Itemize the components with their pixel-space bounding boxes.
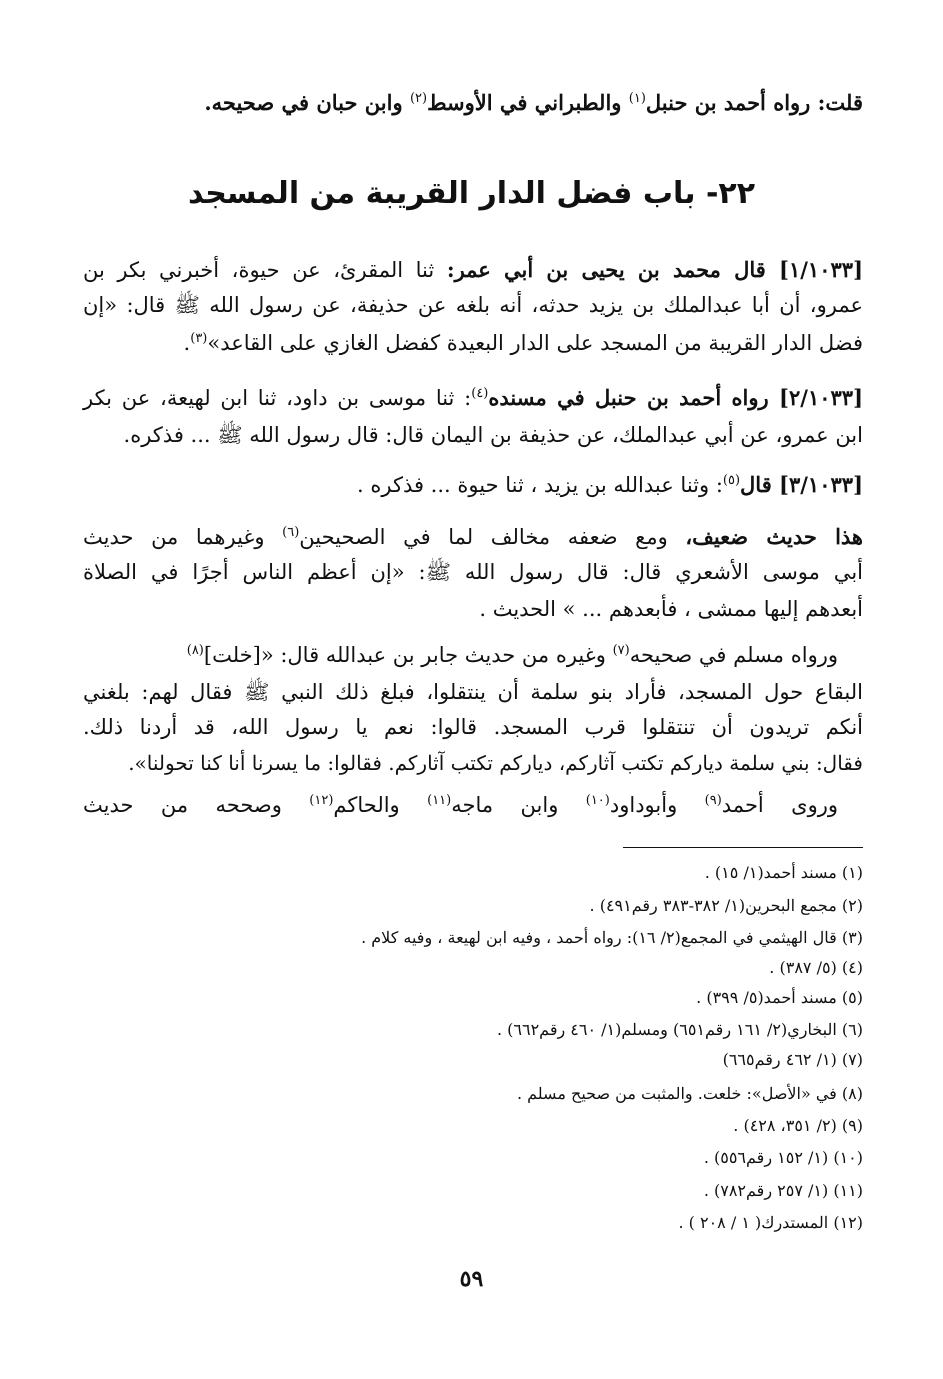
footnote-ref: (١١) — [427, 793, 452, 808]
footnote-5: (٥) مسند أحمد(٥/ ٣٩٩) . — [696, 988, 863, 1007]
footnote-7: (٧) (١/ ٤٦٢ رقم٦٦٥) — [722, 1050, 863, 1069]
header-text-a: قلت: رواه أحمد بن حنبل — [645, 90, 863, 115]
paragraph-2-line-1 — [83, 383, 863, 413]
footnote-ref: (٣) — [190, 331, 208, 346]
header-text-c: وابن حبان في صحيحه. — [204, 90, 410, 115]
footnote-ref: (٤) — [471, 386, 489, 401]
paragraph-1-line-3 — [83, 328, 863, 358]
ruling-bold: هذا حديث ضعيف، — [685, 524, 864, 549]
footnote-ref: (١٢) — [309, 793, 334, 808]
footnote-12: (١٢) المستدرك( ١ / ٢٠٨ ) . — [678, 1213, 863, 1232]
footnote-ref: (٧) — [612, 643, 630, 658]
footnote-1: (١) مسند أحمد(١/ ١٥) . — [704, 863, 863, 882]
footnote-separator — [623, 847, 863, 848]
text: وأبوداود — [609, 793, 705, 817]
chapter-heading: ٢٢- باب فضل الدار القريبة من المسجد — [187, 176, 756, 211]
footnote-9: (٩) (٢/ ٣٥١، ٤٢٨) . — [733, 1116, 863, 1135]
narrator-bold: قال — [740, 472, 772, 497]
text: : ثنا موسى بن داود، ثنا ابن لهيعة، عن بكر — [83, 386, 472, 410]
text: ورواه مسلم في صحيحه — [629, 643, 838, 667]
footnote-ref: (٩) — [704, 793, 722, 808]
footnote-6: (٦) البخاري(٢/ ١٦١ رقم٦٥١) ومسلم(١/ ٤٦٠ رقم٦٦٢) . — [496, 1020, 863, 1039]
text: . — [183, 331, 191, 355]
footnote-2: (٢) مجمع البحرين(١/ ٣٨٢-٣٨٣ رقم٤٩١) . — [589, 896, 863, 915]
paragraph-5-line-4: فقال: بني سلمة دياركم تكتب آثاركم، دياركم تكتب آثاركم. فقالوا: ما يسرنا أنا كنا تحولنا». — [128, 751, 863, 775]
footnote-ref: (٦) — [282, 525, 300, 540]
footnote-3: (٣) قال الهيثمي في المجمع(٢/ ١٦): رواه أحمد ، وفيه ابن لهيعة ، وفيه كلام . — [361, 928, 863, 947]
paragraph-2-line-2: ابن عمرو، عن أبي عبدالملك، عن حذيفة بن اليمان قال: قال رسول الله ﷺ ... فذكره. — [123, 423, 863, 447]
hadith-number: [١/١٠٣٣] — [765, 257, 863, 282]
narrator-bold: رواه أحمد بن حنبل في مسنده — [488, 385, 769, 410]
footnote-8: (٨) في «الأصل»: خلعت. والمثبت من صحيح مسلم . — [516, 1084, 863, 1103]
text: وروى أحمد — [721, 793, 839, 817]
text: : وثنا عبدالله بن يزيد ، ثنا حيوة ... فذكره . — [357, 473, 723, 497]
header-line — [83, 88, 863, 118]
text: والحاكم — [333, 793, 428, 817]
paragraph-1-line-1 — [83, 255, 863, 285]
text: ومع ضعفه مخالف لما في الصحيحين — [299, 525, 686, 549]
paragraph-4-line-2: أبي موسى الأشعري قال: قال رسول الله ﷺ: «إن أعظم الناس أجرًا في الصلاة — [83, 560, 863, 584]
footnote-10: (١٠) (١/ ١٥٢ رقم٥٥٦) . — [703, 1148, 863, 1167]
page-number: ٥٩ — [459, 1266, 484, 1292]
paragraph-4-line-1 — [83, 522, 863, 552]
paragraph-6-line-1 — [83, 790, 838, 820]
text: وغيرهما من حديث — [83, 525, 283, 549]
footnote-ref: (٨) — [186, 643, 204, 658]
footnote-ref: (١٠) — [585, 793, 610, 808]
paragraph-1-line-2: عمرو، أن أبا عبدالملك بن يزيد حدثه، أنه بلغه عن حذيفة، عن رسول الله ﷺ قال: «إن — [83, 293, 863, 317]
paragraph-5-line-2: البقاع حول المسجد، فأراد بنو سلمة أن ينتقلوا، فبلغ ذلك النبي ﷺ فقال لهم: بلغني — [83, 680, 863, 704]
hadith-number: [٣/١٠٣٣] — [771, 472, 863, 497]
narrator-bold: قال محمد بن يحيى بن أبي عمر: — [446, 257, 766, 282]
paragraph-4-line-3: أبعدهم إليها ممشى ، فأبعدهم ... » الحديث . — [479, 597, 863, 621]
footnote-ref: (٢) — [409, 91, 428, 106]
text: فضل الدار القريبة من المسجد على الدار البعيدة كفضل الغازي على القاعد» — [207, 331, 863, 355]
paragraph-5-line-1 — [83, 640, 838, 670]
paragraph-5-line-3: أنكم تريدون أن تنتقلوا قرب المسجد. قالوا: نعم يا رسول الله، قد أردنا ذلك. — [83, 715, 863, 739]
footnote-4: (٤) (٥/ ٣٨٧) . — [769, 958, 863, 977]
footnote-ref: (١) — [628, 91, 646, 106]
text: وصححه من حديث — [83, 793, 310, 817]
footnote-ref: (٥) — [722, 473, 741, 488]
text: وابن ماجه — [451, 793, 586, 817]
header-text-b: والطبراني في الأوسط — [427, 90, 629, 115]
hadith-number: [٢/١٠٣٣] — [768, 385, 864, 410]
text: ثنا المقرئ، عن حيوة، أخبرني بكر بن — [83, 258, 447, 282]
footnote-11: (١١) (١/ ٢٥٧ رقم٧٨٢) . — [703, 1181, 863, 1200]
text: وغيره من حديث جابر بن عبدالله قال: «[خلت] — [203, 643, 613, 667]
paragraph-3-line-1 — [83, 470, 863, 500]
